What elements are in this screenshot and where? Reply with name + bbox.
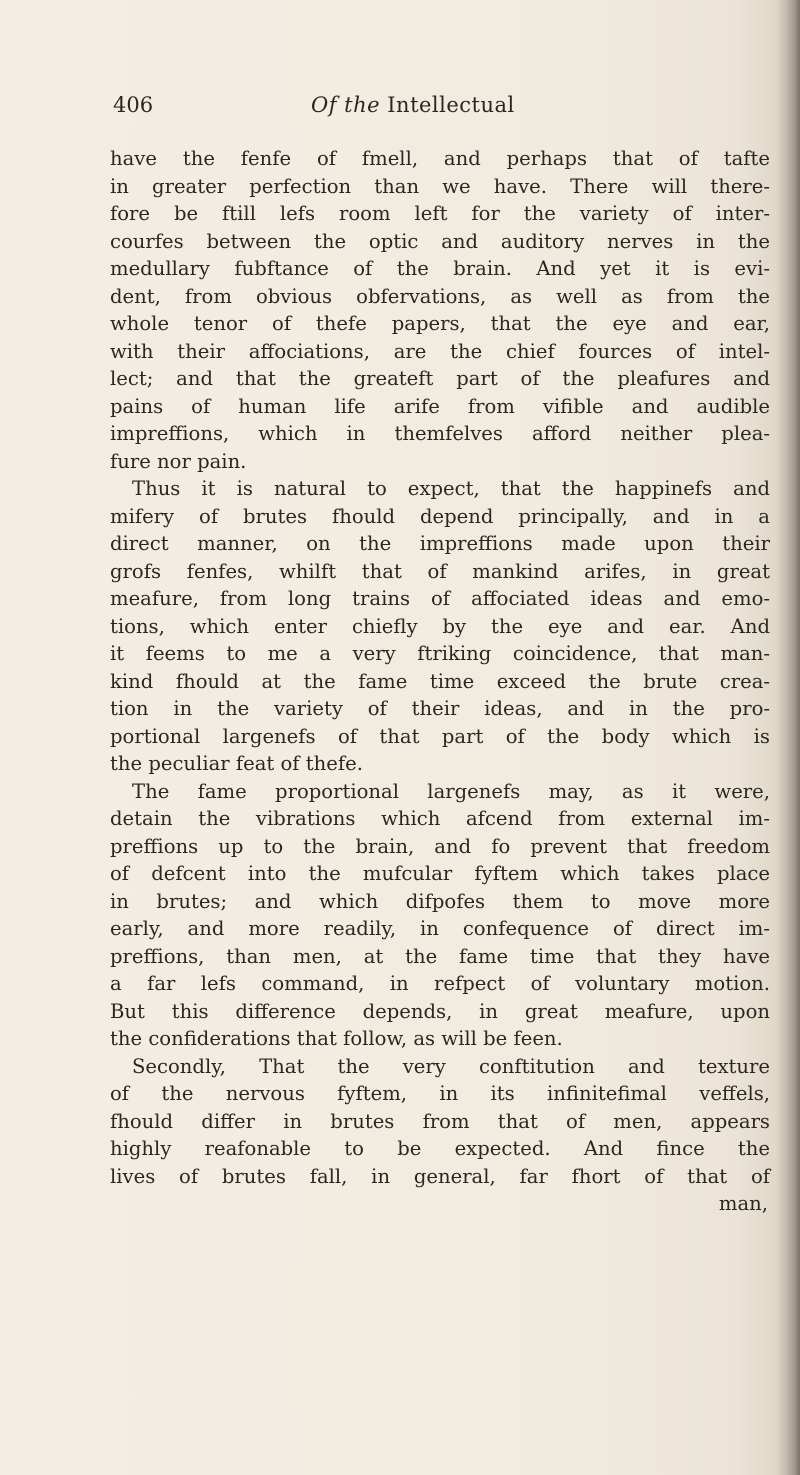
text-line: tions, which enter chiefly by the eye and ear. And — [110, 614, 770, 638]
text-line: Secondly, That the very conftitution and texture — [132, 1054, 770, 1078]
text-line: kind fhould at the fame time exceed the brute crea- — [110, 669, 770, 693]
text-line: fore be ftill lefs room left for the variety of inter- — [110, 202, 770, 225]
text-line: man, — [718, 1192, 768, 1215]
page-number: 406 — [113, 93, 154, 117]
text-line: mifery of brutes fhould depend principally, and in a — [110, 504, 770, 528]
text-line: meafure, from long trains of affociated ideas and emo- — [110, 587, 770, 610]
running-title — [311, 88, 515, 122]
body-text — [110, 145, 770, 1218]
text-line: dent, from obvious obfervations, as well as from the — [110, 284, 770, 308]
text-line: portional largenefs of that part of the body which is — [110, 724, 770, 748]
text-line: of the nervous fyftem, in its infinitefimal veffels, — [110, 1082, 770, 1105]
text-line: direct manner, on the impreffions made upon their — [110, 532, 770, 555]
text-line: of defcent into the mufcular fyftem which takes place — [110, 862, 770, 885]
text-line: a far lefs command, in refpect of voluntary motion. — [110, 972, 770, 995]
text-line: whole tenor of thefe papers, that the eye and ear, — [110, 312, 770, 335]
text-line: early, and more readily, in confequence of direct im- — [110, 917, 770, 940]
text-line: lect; and that the greateft part of the pleafures and — [110, 367, 770, 390]
text-line: have the fenfe of fmell, and perhaps that of tafte — [110, 147, 770, 170]
text-line: with their affociations, are the chief fources of intel- — [110, 339, 770, 363]
running-header — [113, 88, 763, 122]
text-line: impreffions, which in themfelves afford neither plea- — [110, 422, 770, 445]
text-line: detain the vibrations which afcend from external im- — [110, 807, 770, 830]
binding-shadow — [776, 0, 800, 1475]
running-title-rest: Intellectual — [387, 93, 515, 117]
text-line: pains of human life arife from vifible and audible — [110, 394, 770, 418]
text-line: the confiderations that follow, as will be feen. — [110, 1027, 563, 1050]
text-line: Thus it is natural to expect, that the happinefs and — [132, 477, 770, 500]
text-line: preffions up to the brain, and fo prevent that freedom — [110, 834, 770, 858]
text-line: The fame proportional largenefs may, as it were, — [132, 779, 770, 803]
text-line: highly reafonable to be expected. And fince the — [110, 1137, 770, 1160]
text-line: the peculiar feat of thefe. — [110, 752, 363, 775]
text-line: in brutes; and which difpofes them to move more — [110, 889, 770, 913]
text-line: medullary fubftance of the brain. And yet it is evi- — [110, 257, 770, 280]
text-line: courfes between the optic and auditory nerves in the — [110, 229, 770, 253]
text-line: grofs fenfes, whilft that of mankind arifes, in great — [110, 559, 770, 583]
text-line: it feems to me a very ftriking coincidence, that man- — [110, 642, 770, 665]
text-line: preffions, than men, at the fame time that they have — [110, 944, 770, 968]
text-line: fure nor pain. — [110, 449, 247, 473]
running-title-italic: Of the — [311, 93, 381, 117]
text-line: lives of brutes fall, in general, far fhort of that of — [110, 1164, 770, 1188]
text-line: But this difference depends, in great meafure, upon — [110, 999, 770, 1023]
text-line: in greater perfection than we have. There will there- — [110, 174, 770, 198]
text-line: fhould differ in brutes from that of men, appears — [110, 1109, 770, 1133]
text-line: tion in the variety of their ideas, and in the pro- — [110, 697, 770, 720]
